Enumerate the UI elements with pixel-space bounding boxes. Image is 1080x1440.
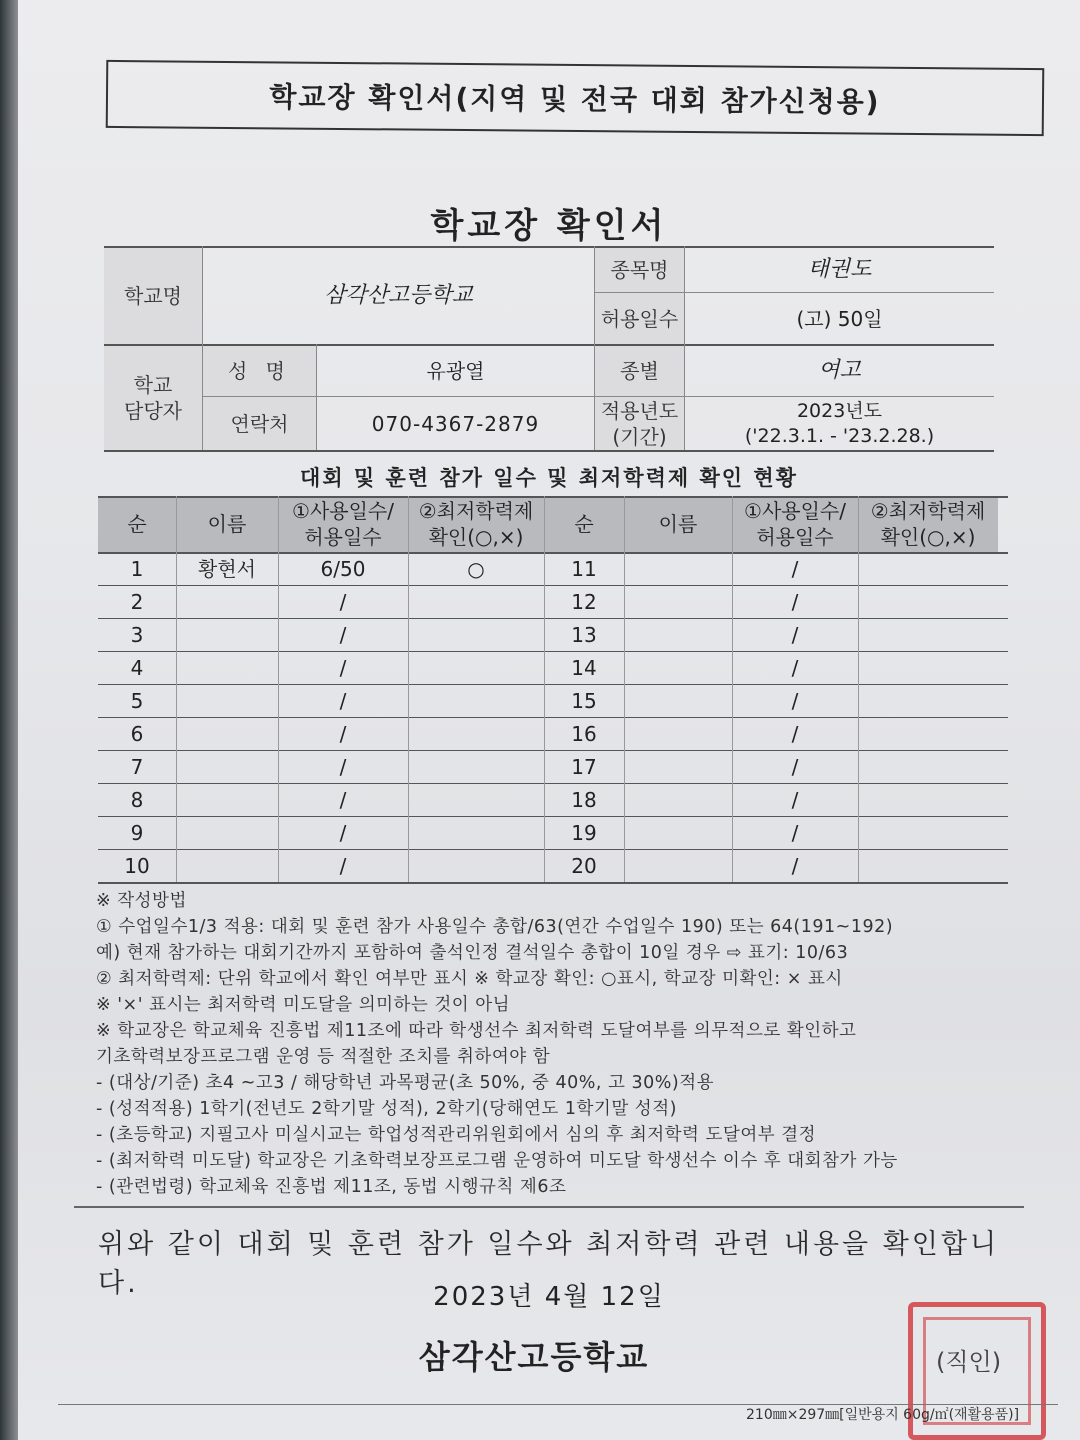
cell-name — [624, 783, 732, 816]
school-signature: 삼각산고등학교 — [418, 1338, 650, 1376]
cell-name — [176, 618, 278, 651]
cell-check — [408, 684, 544, 717]
type-value: 여고 — [818, 357, 861, 383]
note-line: - (성적적용) 1학기(전년도 2학기말 성적), 2학기(당해연도 1학기말 성적) — [96, 1099, 677, 1119]
cell-check — [858, 684, 998, 717]
note-line: - (최저학력 미도달) 학교장은 기초학력보장프로그램 운영하여 미도달 학생선수 이수 후 대회참가 가능 — [96, 1151, 898, 1171]
header-no: 순 — [574, 512, 594, 536]
cell-check — [858, 585, 998, 618]
header-check: ②최저학력제 확인(○,×) — [418, 499, 534, 549]
note-line: - (대상/기준) 초4 ~고3 / 해당학년 과목평균(초 50%, 중 40%, 고 30%)적용 — [96, 1073, 715, 1093]
divider — [544, 496, 545, 882]
manager-name-value: 유광열 — [426, 359, 485, 383]
divider — [624, 496, 625, 882]
cell-name — [176, 585, 278, 618]
cell-days: / — [339, 754, 347, 779]
cell-no: 10 — [124, 853, 150, 878]
cell-no: 5 — [130, 688, 144, 713]
cell-no: 6 — [130, 721, 144, 746]
header-name: 이름 — [207, 512, 247, 536]
cell-check — [858, 717, 998, 750]
event-label: 종목명 — [595, 248, 684, 292]
cell-days: / — [791, 655, 799, 680]
cell-name — [624, 552, 732, 585]
cell-check — [858, 552, 998, 585]
writing-notes — [96, 888, 1036, 1200]
cell-days: / — [791, 688, 799, 713]
header-name: 이름 — [658, 512, 698, 536]
cell-name — [624, 618, 732, 651]
cell-days: / — [339, 820, 347, 845]
cell-name — [624, 750, 732, 783]
cell-no: 20 — [571, 853, 597, 878]
cell-name — [176, 783, 278, 816]
header-no: 순 — [127, 512, 147, 536]
note-line: ※ 작성방법 — [96, 891, 187, 911]
cell-check — [858, 816, 998, 849]
cell-no: 1 — [130, 556, 144, 581]
school-name-label: 학교명 — [104, 248, 202, 344]
cell-no: 7 — [130, 754, 144, 779]
cell-name — [176, 684, 278, 717]
allowed-days-label: 허용일수 — [595, 293, 684, 344]
cell-days: / — [791, 556, 799, 581]
cell-name — [176, 849, 278, 882]
header-check: ②최저학력제 확인(○,×) — [870, 499, 986, 549]
cell-check — [408, 783, 544, 816]
header-box — [106, 60, 1045, 136]
cell-name — [176, 750, 278, 783]
cell-days: / — [791, 622, 799, 647]
cell-days: / — [339, 589, 347, 614]
cell-check — [858, 651, 998, 684]
year-value: 2023년도 ('22.3.1. - '23.2.28.) — [744, 399, 935, 447]
cell-check — [408, 585, 544, 618]
allowed-days-value: (고) 50일 — [796, 306, 883, 331]
cell-days: / — [791, 787, 799, 812]
cell-no: 2 — [130, 589, 144, 614]
header-days: ①사용일수/ 허용일수 — [744, 499, 846, 549]
cell-no: 19 — [571, 820, 597, 845]
cell-days: / — [339, 655, 347, 680]
cell-name — [624, 849, 732, 882]
contact-value: 070-4367-2879 — [371, 411, 540, 436]
note-line: 기초학력보장프로그램 운영 등 적절한 조치를 취하여야 함 — [96, 1047, 551, 1067]
cell-no: 4 — [130, 655, 144, 680]
school-name-value: 삼각산고등학교 — [324, 282, 473, 308]
cell-days: / — [339, 622, 347, 647]
cell-days: / — [791, 589, 799, 614]
cell-check — [408, 849, 544, 882]
divider — [278, 496, 279, 882]
header-days: ①사용일수/ 허용일수 — [292, 499, 394, 549]
cell-no: 9 — [130, 820, 144, 845]
paper-spec-footer: 210㎜×297㎜[일반용지 60g/㎡(재활용품)] — [746, 1407, 1020, 1423]
cell-check — [858, 783, 998, 816]
cell-check — [408, 651, 544, 684]
seal-label: (직인) — [936, 1348, 1002, 1376]
cell-no: 13 — [571, 622, 597, 647]
divider — [74, 1206, 1024, 1208]
issue-date: 2023년 4월 12일 — [433, 1282, 665, 1312]
contact-label: 연락처 — [203, 397, 316, 450]
cell-check — [408, 816, 544, 849]
cell-days: / — [791, 721, 799, 746]
divider — [98, 882, 1008, 884]
cell-name — [624, 651, 732, 684]
header-box-text: 학교장 확인서(지역 및 전국 대회 참가신청용) — [269, 80, 881, 119]
cell-name — [624, 585, 732, 618]
divider — [104, 450, 994, 452]
cell-days: / — [339, 787, 347, 812]
divider — [176, 496, 177, 882]
cell-no: 12 — [571, 589, 597, 614]
cell-days: / — [339, 721, 347, 746]
note-line: ※ 학교장은 학교체육 진흥법 제11조에 따라 학생선수 최저학력 도달여부를 의무적으로 확인하고 — [96, 1021, 857, 1041]
document-page — [18, 0, 1080, 1440]
divider — [408, 496, 409, 882]
cell-no: 3 — [130, 622, 144, 647]
cell-check: ○ — [467, 556, 485, 581]
cell-days: / — [791, 853, 799, 878]
cell-name — [176, 651, 278, 684]
note-line: - (초등학교) 지필고사 미실시교는 학업성적관리위원회에서 심의 후 최저학력 도달여부 결정 — [96, 1125, 817, 1145]
cell-no: 14 — [571, 655, 597, 680]
note-line: ※ '×' 표시는 최저학력 미도달을 의미하는 것이 아님 — [96, 995, 511, 1015]
cell-no: 17 — [571, 754, 597, 779]
cell-days: 6/50 — [320, 556, 366, 581]
background-edge — [0, 0, 18, 1440]
cell-no: 18 — [571, 787, 597, 812]
cell-check — [858, 618, 998, 651]
cell-days: / — [339, 853, 347, 878]
confirmation-text: 위와 같이 대회 및 훈련 참가 일수와 최저학력 관련 내용을 확인합니다. — [98, 1229, 1000, 1299]
type-label: 종별 — [595, 346, 684, 396]
document-title: 학교장 확인서 — [430, 206, 668, 246]
cell-check — [408, 717, 544, 750]
cell-name — [176, 717, 278, 750]
year-label: 적용년도 (기간) — [595, 397, 684, 450]
cell-days: / — [339, 688, 347, 713]
cell-name — [624, 816, 732, 849]
cell-days: / — [791, 820, 799, 845]
cell-check — [408, 618, 544, 651]
note-line: - (관련법령) 학교체육 진흥법 제11조, 동법 시행규칙 제6조 — [96, 1177, 567, 1197]
note-line: ② 최저학력제: 단위 학교에서 확인 여부만 표시 ※ 학교장 확인: ○표시, 학교장 미확인: × 표시 — [96, 969, 843, 989]
cell-check — [858, 750, 998, 783]
cell-name — [624, 684, 732, 717]
cell-no: 11 — [571, 556, 597, 581]
event-value: 태권도 — [807, 256, 872, 282]
cell-no: 16 — [571, 721, 597, 746]
cell-no: 15 — [571, 688, 597, 713]
cell-check — [408, 750, 544, 783]
cell-check — [858, 849, 998, 882]
cell-days: / — [791, 754, 799, 779]
cell-name — [176, 816, 278, 849]
manager-label: 학교 담당자 — [104, 346, 202, 450]
table-heading: 대회 및 훈련 참가 일수 및 최저학력제 확인 현황 — [300, 466, 798, 490]
note-line: 예) 현재 참가하는 대회기간까지 포함하여 출석인정 결석일수 총합이 10일 경우 ⇨ 표기: 10/63 — [96, 943, 849, 963]
divider — [732, 496, 733, 882]
cell-name: 황현서 — [198, 556, 256, 581]
manager-name-label: 성 명 — [203, 346, 316, 396]
cell-name — [624, 717, 732, 750]
divider — [858, 496, 859, 882]
cell-no: 8 — [130, 787, 144, 812]
note-line: ① 수업일수1/3 적용: 대회 및 훈련 참가 사용일수 총합/63(연간 수업일수 190) 또는 64(191~192) — [96, 917, 894, 937]
